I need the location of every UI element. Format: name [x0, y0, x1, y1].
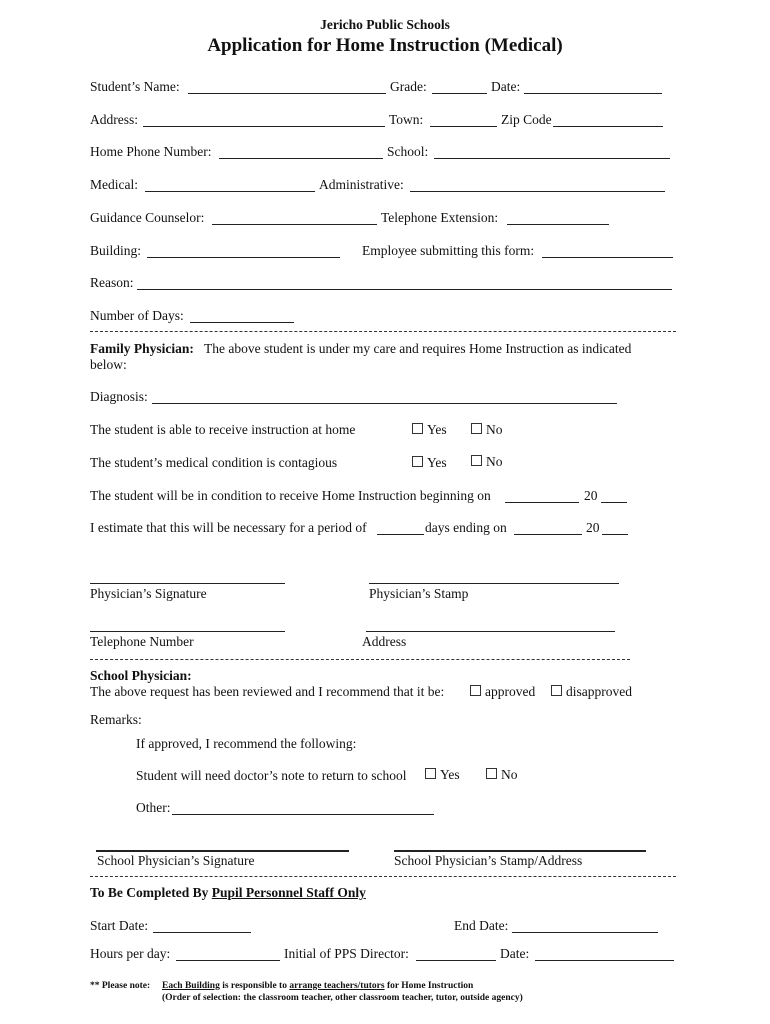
- estimate-days-field[interactable]: [377, 534, 424, 535]
- recommendation-text: If approved, I recommend the following:: [136, 736, 357, 751]
- guidance-counselor-label: Guidance Counselor:: [90, 210, 205, 225]
- home-phone-label: Home Phone Number:: [90, 144, 212, 159]
- form-title: Application for Home Instruction (Medical): [207, 35, 563, 56]
- other-label: Other:: [136, 800, 171, 815]
- home-no-option[interactable]: No: [471, 422, 503, 438]
- estimate-days-ending: days ending on: [425, 520, 507, 535]
- doctor-note-no-option[interactable]: No: [486, 767, 518, 783]
- end-date-field[interactable]: [512, 932, 658, 933]
- estimate-text: I estimate that this will be necessary for a period of: [90, 520, 367, 535]
- section-divider: [90, 659, 630, 660]
- footnote-text: Each Building is responsible to arrange teachers/tutors for Home Instruction: [162, 981, 474, 991]
- building-label: Building:: [90, 243, 142, 258]
- section-divider: [90, 876, 676, 877]
- home-phone-field[interactable]: [219, 158, 383, 159]
- section-divider: [90, 331, 676, 332]
- reason-field[interactable]: [137, 289, 672, 290]
- hours-per-day-label: Hours per day:: [90, 946, 171, 961]
- footnote-prefix: ** Please note:: [90, 981, 151, 991]
- doctor-note-question: Student will need doctor’s note to return to school: [136, 768, 407, 783]
- building-field[interactable]: [147, 257, 340, 258]
- checkbox-icon[interactable]: [486, 768, 497, 779]
- number-of-days-label: Number of Days:: [90, 308, 184, 323]
- school-field[interactable]: [434, 158, 670, 159]
- diagnosis-field[interactable]: [152, 403, 617, 404]
- date-field[interactable]: [524, 93, 662, 94]
- physician-signature-field[interactable]: [90, 583, 285, 584]
- district-name: Jericho Public Schools: [320, 17, 450, 32]
- telephone-extension-field[interactable]: [507, 224, 609, 225]
- date-label: Date:: [491, 79, 521, 94]
- estimate-end-date-field[interactable]: [514, 534, 582, 535]
- estimate-year-field[interactable]: [602, 534, 628, 535]
- administrative-field[interactable]: [410, 191, 665, 192]
- review-text: The above request has been reviewed and I recommend that it be:: [90, 684, 445, 699]
- start-date-label: Start Date:: [90, 918, 149, 933]
- checkbox-icon[interactable]: [471, 455, 482, 466]
- telephone-number-label: Telephone Number: [90, 634, 194, 649]
- school-physician-heading: School Physician:: [90, 668, 192, 683]
- telephone-extension-label: Telephone Extension:: [381, 210, 499, 225]
- student-name-label: Student’s Name:: [90, 79, 180, 94]
- grade-label: Grade:: [390, 79, 427, 94]
- checkbox-icon[interactable]: [551, 685, 562, 696]
- school-label: School:: [387, 144, 429, 159]
- beginning-year-prefix: 20: [584, 488, 598, 503]
- grade-field[interactable]: [432, 93, 487, 94]
- beginning-year-field[interactable]: [601, 502, 627, 503]
- pps-date-label: Date:: [500, 946, 530, 961]
- student-name-field[interactable]: [188, 93, 386, 94]
- checkbox-icon[interactable]: [412, 423, 423, 434]
- physician-stamp-field[interactable]: [369, 583, 619, 584]
- start-date-field[interactable]: [153, 932, 251, 933]
- guidance-counselor-field[interactable]: [212, 224, 377, 225]
- school-physician-stamp-label: School Physician’s Stamp/Address: [394, 853, 583, 868]
- medical-label: Medical:: [90, 177, 138, 192]
- pps-heading: To Be Completed By Pupil Personnel Staff Only: [90, 885, 366, 900]
- family-physician-intro-cont: below:: [90, 357, 127, 372]
- number-of-days-field[interactable]: [190, 322, 294, 323]
- family-physician-intro: The above student is under my care and requires Home Instruction as indicated: [204, 341, 632, 356]
- home-instruction-question: The student is able to receive instruction at home: [90, 422, 356, 437]
- town-label: Town:: [389, 112, 424, 127]
- remarks-label: Remarks:: [90, 712, 142, 727]
- doctor-note-yes-option[interactable]: Yes: [425, 767, 460, 783]
- employee-label: Employee submitting this form:: [362, 243, 535, 258]
- zip-field[interactable]: [553, 126, 663, 127]
- disapproved-option[interactable]: disapproved: [551, 684, 632, 700]
- contagious-yes-option[interactable]: Yes: [412, 455, 447, 471]
- school-physician-stamp-field[interactable]: [394, 850, 646, 852]
- physician-stamp-label: Physician’s Stamp: [369, 586, 469, 601]
- end-date-label: End Date:: [454, 918, 509, 933]
- approved-option[interactable]: approved: [470, 684, 535, 700]
- checkbox-icon[interactable]: [471, 423, 482, 434]
- beginning-date-field[interactable]: [505, 502, 579, 503]
- family-physician-heading: Family Physician:: [90, 341, 194, 356]
- administrative-label: Administrative:: [319, 177, 404, 192]
- checkbox-icon[interactable]: [412, 456, 423, 467]
- checkbox-icon[interactable]: [425, 768, 436, 779]
- hours-per-day-field[interactable]: [176, 960, 280, 961]
- address-label: Address:: [90, 112, 138, 127]
- diagnosis-label: Diagnosis:: [90, 389, 148, 404]
- contagious-no-option[interactable]: No: [471, 454, 503, 470]
- reason-label: Reason:: [90, 275, 134, 290]
- other-field[interactable]: [172, 814, 434, 815]
- medical-field[interactable]: [145, 191, 315, 192]
- checkbox-icon[interactable]: [470, 685, 481, 696]
- beginning-text: The student will be in condition to receive Home Instruction beginning on: [90, 488, 491, 503]
- footnote-selection-order: (Order of selection: the classroom teacher, other classroom teacher, tutor, outside agency): [162, 993, 523, 1003]
- pps-director-initial-field[interactable]: [416, 960, 496, 961]
- pps-date-field[interactable]: [535, 960, 674, 961]
- physician-address-label: Address: [362, 634, 407, 649]
- estimate-year-prefix: 20: [586, 520, 600, 535]
- zip-label: Zip Code: [501, 112, 552, 127]
- address-field[interactable]: [143, 126, 385, 127]
- physician-address-field[interactable]: [366, 631, 615, 632]
- pps-director-initial-label: Initial of PPS Director:: [284, 946, 409, 961]
- school-physician-signature-label: School Physician’s Signature: [97, 853, 255, 868]
- telephone-number-field[interactable]: [90, 631, 285, 632]
- home-yes-option[interactable]: Yes: [412, 422, 447, 438]
- contagious-question: The student’s medical condition is contagious: [90, 455, 338, 470]
- employee-field[interactable]: [542, 257, 673, 258]
- physician-signature-label: Physician’s Signature: [90, 586, 207, 601]
- town-field[interactable]: [430, 126, 497, 127]
- school-physician-signature-field[interactable]: [96, 850, 349, 852]
